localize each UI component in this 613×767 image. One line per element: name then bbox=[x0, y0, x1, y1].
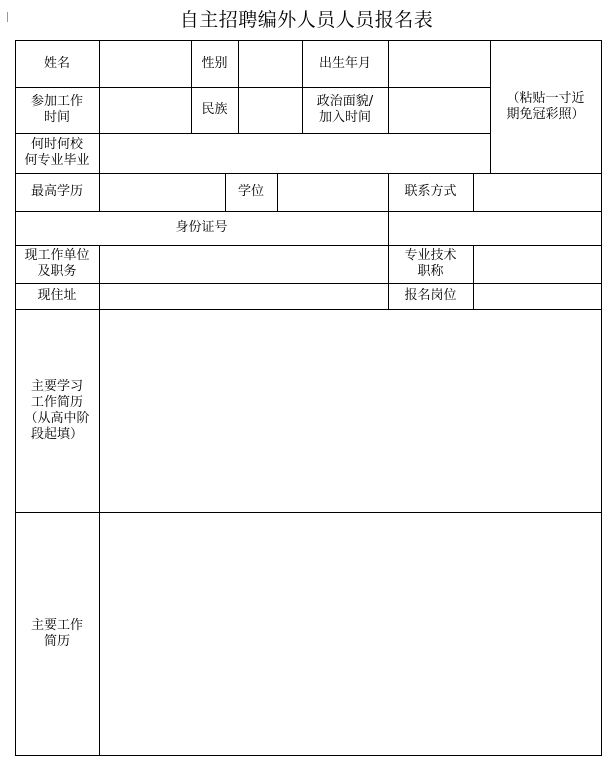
name-field[interactable] bbox=[100, 41, 191, 87]
label-work-history: 主要工作 简历 bbox=[30, 617, 83, 649]
label-id-number: 身份证号 bbox=[175, 220, 228, 235]
table-border-bottom bbox=[15, 755, 602, 756]
gender-field[interactable] bbox=[239, 41, 302, 87]
study-history-field[interactable] bbox=[100, 310, 601, 512]
label-professional-title: 专业技术 职称 bbox=[404, 248, 457, 279]
label-employer: 现工作单位 及职务 bbox=[24, 248, 90, 279]
position-field[interactable] bbox=[474, 284, 601, 309]
birth-date-field[interactable] bbox=[389, 41, 490, 87]
label-ethnicity: 民族 bbox=[201, 102, 228, 117]
work-history-field[interactable] bbox=[100, 513, 601, 755]
form-title: 自主招聘编外人员人员报名表 bbox=[179, 9, 434, 31]
graduation-field[interactable] bbox=[100, 134, 490, 173]
id-number-field[interactable] bbox=[389, 212, 601, 245]
address-field[interactable] bbox=[100, 284, 388, 309]
education-field[interactable] bbox=[100, 174, 225, 211]
contact-field[interactable] bbox=[474, 174, 601, 211]
photo-placeholder: （粘贴一寸近 期免冠彩照） bbox=[506, 90, 585, 122]
label-position: 报名岗位 bbox=[404, 288, 457, 303]
label-study-history: 主要学习 工作简历 （从高中阶 段起填） bbox=[24, 378, 90, 442]
employer-field[interactable] bbox=[100, 246, 388, 283]
label-political-status: 政治面貌/ 加入时间 bbox=[316, 94, 374, 125]
professional-title-field[interactable] bbox=[474, 246, 601, 283]
label-address: 现住址 bbox=[37, 288, 77, 303]
degree-field[interactable] bbox=[278, 174, 388, 211]
label-name: 姓名 bbox=[43, 55, 70, 71]
ethnicity-field[interactable] bbox=[239, 88, 302, 133]
work-start-field[interactable] bbox=[100, 88, 191, 133]
label-education: 最高学历 bbox=[30, 184, 83, 199]
label-work-start: 参加工作 时间 bbox=[30, 94, 83, 125]
label-graduation: 何时何校 何专业毕业 bbox=[24, 137, 90, 168]
label-degree: 学位 bbox=[237, 184, 264, 199]
label-birth-date: 出生年月 bbox=[318, 55, 371, 71]
political-status-field[interactable] bbox=[389, 88, 490, 133]
table-border-right bbox=[601, 40, 602, 756]
label-gender: 性别 bbox=[201, 55, 228, 71]
label-contact: 联系方式 bbox=[404, 184, 457, 199]
